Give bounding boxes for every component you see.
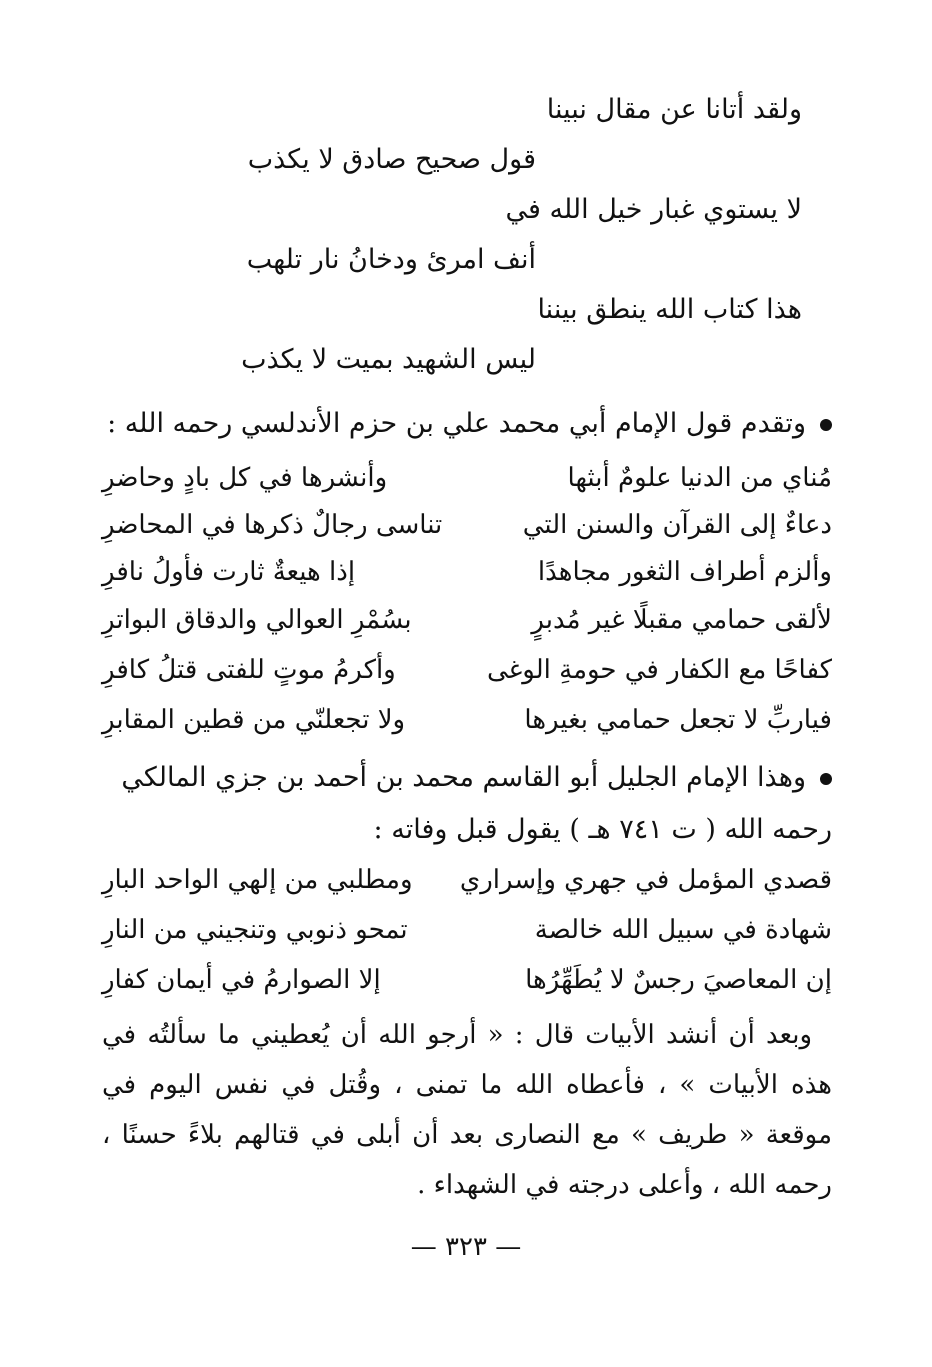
hemistich-right: إن المعاصيَ رجسٌ لا يُطَهِّرُها (525, 965, 832, 995)
poem1-verse-3 (102, 552, 832, 592)
intro-verse-2: قول صحيح صادق لا يكذب (247, 144, 536, 175)
hemistich-right: فياربِّ لا تجعل حمامي بغيرها (524, 705, 832, 735)
hemistich-left: إذا هيعةٌ ثارت فأولُ نافرِ (102, 557, 356, 587)
intro-verse-5: هذا كتاب الله ينطق بيننا (537, 294, 802, 325)
bullet-paragraph-ibn-hazm (107, 404, 832, 444)
bullet-paragraph-ibn-juzayy (121, 758, 832, 798)
hemistich-right: وألزم أطراف الثغور مجاهدًا (537, 557, 832, 587)
bullet-text: وهذا الإمام الجليل أبو القاسم محمد بن أحمد بن جزي المالكي (121, 762, 806, 793)
poem1-verse-5 (102, 650, 832, 690)
poem2-verse-1 (102, 860, 832, 900)
poem1-verse-4 (102, 600, 832, 640)
hemistich-right: مُناي من الدنيا علومٌ أبثها (567, 463, 832, 493)
intro-verse-6: ليس الشهيد بميت لا يكذب (241, 344, 536, 375)
hemistich-left: ومطلبي من إلهي الواحد البارِ (102, 865, 413, 895)
hemistich-left: إلا الصوارمُ في أيمان كفارِ (102, 965, 381, 995)
poem1-verse-1 (102, 458, 832, 498)
poem1-verse-2 (102, 505, 832, 545)
hemistich-right: كفاحًا مع الكفار في حومةِ الوغى (487, 655, 832, 685)
hemistich-left: تمحو ذنوبي وتنجيني من النارِ (102, 915, 408, 945)
intro-verse-1: ولقد أتانا عن مقال نبينا (546, 94, 802, 125)
poem2-verse-2 (102, 910, 832, 950)
hemistich-left: وأكرمُ موتٍ للفتى قتلُ كافرِ (102, 655, 396, 685)
hemistich-right: دعاءٌ إلى القرآن والسنن التي (522, 510, 832, 540)
hemistich-left: بسُمْرِ العوالي والدقاق البواترِ (102, 605, 412, 635)
intro-verse-3: لا يستوي غبار خيل الله في (505, 194, 802, 225)
hemistich-right: لألقى حمامي مقبلًا غير مُدبرٍ (531, 605, 832, 635)
closing-paragraph: وبعد أن أنشد الأبيات قال : « أرجو الله أن يُعطيني ما سألتُه في هذه الأبيات » ، فأعطاه الله ما تمنى ، وقُتل في نفس اليوم في موقعة « طريف » مع النصارى بعد أن أبلى في قتالهم بلاءً حسنًا ، رحمه الله ، وأعلى درجته في الشهداء . (102, 1020, 832, 1200)
bullet-icon (820, 773, 832, 785)
hemistich-right: قصدي المؤمل في جهري وإسراري (459, 865, 832, 895)
bullet-icon (820, 419, 832, 431)
poem2-verse-3 (102, 960, 832, 1000)
bullet-text: وتقدم قول الإمام أبي محمد علي بن حزم الأندلسي رحمه الله : (107, 408, 806, 439)
hemistich-left: ولا تجعلنّي من قطين المقابرِ (102, 705, 406, 735)
hemistich-right: شهادة في سبيل الله خالصة (534, 915, 832, 945)
hemistich-left: وأنشرها في كل بادٍ وحاضرِ (102, 463, 388, 493)
page-number: — ٣٢٣ — (410, 1232, 522, 1262)
hemistich-left: تناسى رجالٌ ذكرها في المحاضرِ (102, 510, 443, 540)
poem1-verse-6 (102, 700, 832, 740)
bullet-paragraph-continuation: رحمه الله ( ت ٧٤١ هـ ) يقول قبل وفاته : (373, 814, 832, 845)
intro-verse-4: أنف امرئ ودخانُ نار تلهب (246, 244, 536, 275)
